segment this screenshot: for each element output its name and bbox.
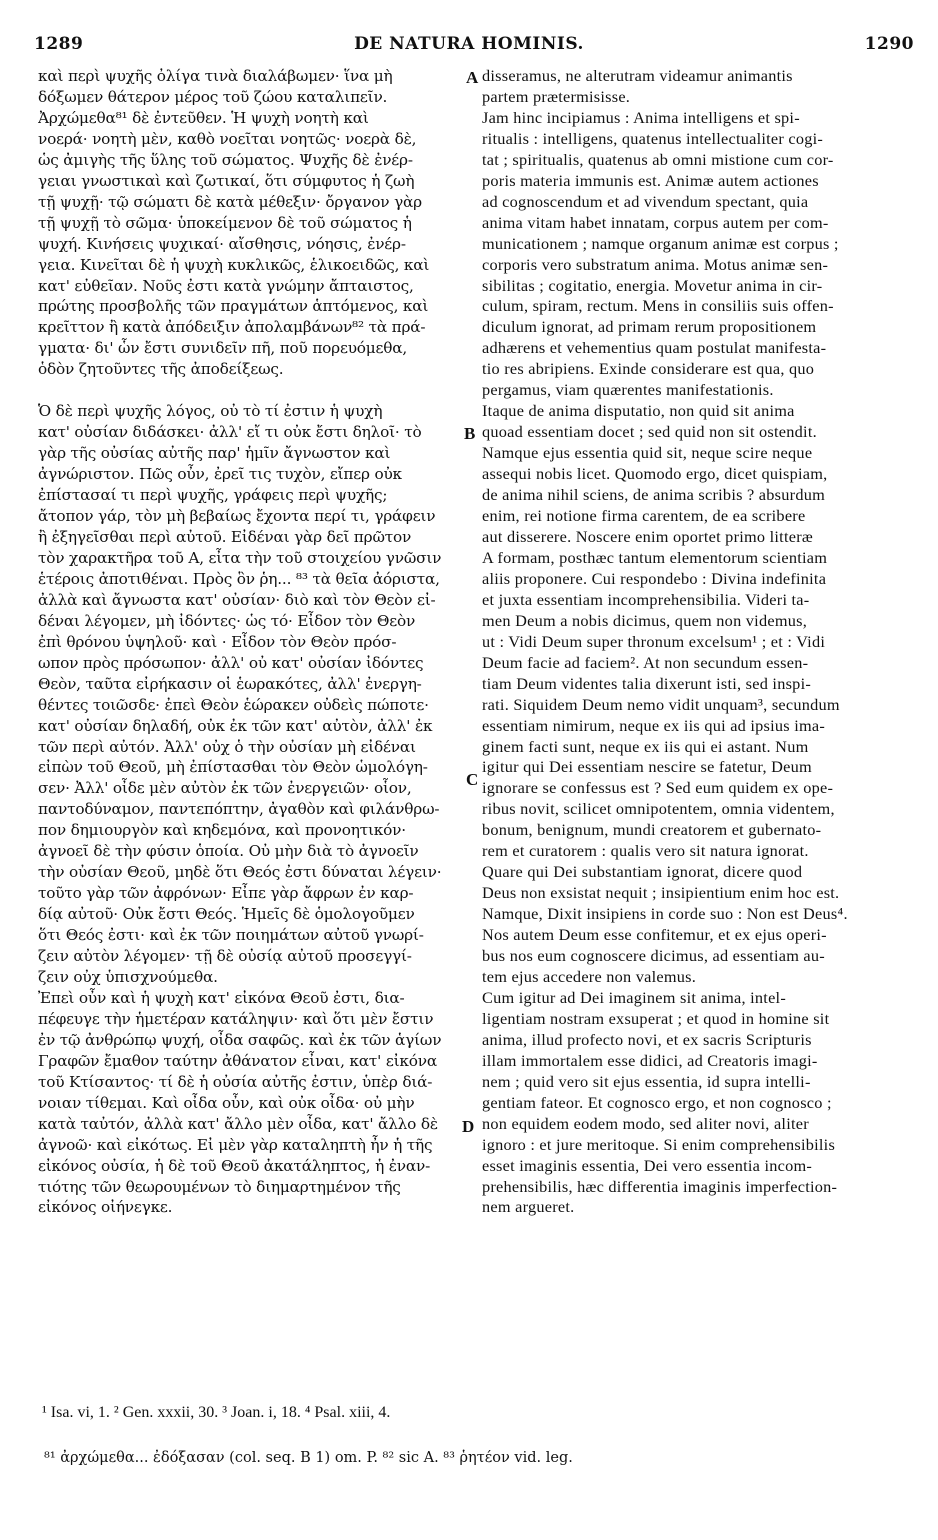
greek-text-line: τῶν περὶ αὐτόν. Ἀλλ' οὐχ ὁ τὴν οὐσίαν μὴ εἰδέναι: [38, 737, 416, 756]
greek-text-line: πρώτης προσβολῆς τῶν πραγμάτων ἁπτόμενος, καὶ: [38, 297, 429, 316]
latin-text-line: rati. Siquidem Deum nemo vidit unquam³, secundum: [482, 694, 840, 714]
greek-text-line: γματα· δι' ὧν ἔστι συνιδεῖν πῆ, ποῦ πορευόμεθα,: [38, 339, 408, 358]
greek-text-line: εἰκόνος οὐσία, ἡ δὲ τοῦ Θεοῦ ἀκατάληπτος, ἡ ἐναν-: [38, 1156, 431, 1175]
latin-text-line: anima, illud profecto novi, et ex sacris Scripturis: [482, 1029, 812, 1049]
latin-text-line: nem argueret.: [482, 1197, 575, 1217]
latin-text-line: adhærens et vehementius quam postulat manifesta-: [482, 338, 827, 358]
greek-text-line: Γραφῶν ἔμαθον ταύτην ἀθάνατον εἶναι, κατ' εἰκόνα: [38, 1051, 437, 1070]
greek-text-line: ψυχή. Κινήσεις ψυχικαί· αἴσθησις, νόησις, ἐνέρ-: [38, 234, 406, 253]
latin-text-line: assequi nobis licet. Quomodo ergo, dicet quispiam,: [482, 464, 828, 484]
latin-text-line: ignorare se confessus est ? Sed eum quidem ex ope-: [482, 778, 834, 798]
latin-text-line: anima vitam habet innatam, corpus autem per com-: [482, 212, 829, 232]
latin-text-line: ignoro : et jure meritoque. Si enim comprehensibilis: [482, 1134, 836, 1154]
greek-text-line: σεν· Ἀλλ' οἶδε μὲν αὐτὸν ἐκ τῶν ἐνεργειῶν· οἷον,: [38, 779, 412, 798]
latin-text-line: rem et curatorem : qualis vero sit natura ignorat.: [482, 841, 809, 861]
running-title: DE NATURA HOMINIS.: [354, 34, 584, 54]
greek-text-line: κατ' οὐσίαν διδάσκει· ἀλλ' εἴ τι οὐκ ἔστι δηλοῖ· τὸ: [38, 423, 422, 442]
latin-text-line: bonum, benignum, mundi creatorem et gubernato-: [482, 820, 822, 840]
greek-text-line: καὶ περὶ ψυχῆς ὀλίγα τινὰ διαλάβωμεν· ἵνα μὴ: [38, 67, 393, 85]
latin-text-line: tio res abripiens. Exinde considerare est qua, quo: [482, 359, 815, 379]
latin-text-line: Deus non exsistat nequit ; insipientium enim hoc est.: [482, 883, 840, 903]
latin-text-line: Namque, Dixit insipiens in corde suo : Non est Deus⁴.: [482, 904, 848, 924]
greek-text-line: ωπον πρὸς πρόσωπον· ἀλλ' οὐ κατ' οὐσίαν ἰδόντες: [38, 653, 424, 672]
latin-text-line: diculum ignorat, ad primam rerum propositionem: [482, 317, 817, 337]
greek-text-line: [38, 380, 463, 401]
greek-text-line: ἀγνοῶ· καὶ εἰκότως. Εἰ μὲν γὰρ καταληπτὴ ἦν ἡ τῆς: [38, 1135, 433, 1154]
latin-text-line: ligentiam nostram exsuperat ; et quod in homine sit: [482, 1008, 830, 1028]
latin-text-line: pergamus, viam quærentes manifestationis.: [482, 380, 774, 400]
latin-text-line: aliis proponere. Cui respondebo : Divina indefinita: [482, 568, 827, 588]
greek-text-line: ὁδὸν ζητοῦντες τῆς ἀποδείξεως.: [38, 360, 284, 379]
latin-text-line: corporis vero substratum anima. Motus animæ sen-: [482, 254, 829, 274]
greek-text-line: γὰρ τῆς οὐσίας αὐτῆς παρ' ἡμῖν ἄγνωστον καὶ: [38, 444, 391, 463]
latin-text-line: disseramus, ne alterutram videamur animantis: [482, 66, 793, 85]
latin-text-line: tiam Deum videntes talia dixerunt isti, sed inspi-: [482, 673, 812, 693]
greek-text-line: δέναι λέγομεν, μὴ ἰδόντες· ὡς τό· Εἶδον τὸν Θεὸν: [38, 611, 416, 630]
greek-text-line: ἀγνοεῖ δὲ τὴν φύσιν ὁποία. Οὐ μὴν διὰ τὸ ἀγνοεῖν: [38, 842, 419, 861]
greek-text-line: πον δημιουργὸν καὶ κηδεμόνα, καὶ προνοητικόν·: [38, 821, 406, 840]
latin-text-line: Itaque de anima disputatio, non quid sit anima: [482, 401, 795, 421]
greek-text-line: ἀλλὰ καὶ ἄγνωστα κατ' οὐσίαν· διὸ καὶ τὸν Θεὸν εἰ-: [38, 590, 436, 609]
margin-letter-c: C: [466, 770, 479, 789]
latin-text-line: tem ejus accedere non valemus.: [482, 966, 697, 986]
latin-text-line: Deum facie ad faciem². At non secundum essen-: [482, 652, 809, 672]
greek-text-line: ἄτοπον γάρ, τὸν μὴ βεβαίως ἔχοντα περί τι, γράφειν: [38, 507, 436, 526]
greek-text-line: παντοδύναμον, παντεπόπτην, ἀγαθὸν καὶ φιλάνθρω-: [38, 800, 440, 819]
latin-text-line: esset imaginis essentia, Dei vero essentia incom-: [482, 1155, 813, 1175]
latin-text-line: municationem ; namque organum animæ est corpus ;: [482, 233, 839, 253]
greek-text-line: Θεὸν, ταῦτα εἰρήκασιν οἱ ἑωρακότες, ἀλλ' ἐνεργη-: [38, 674, 422, 693]
greek-text-line: εἰκόνος οἰήνεγκε.: [38, 1198, 173, 1217]
latin-text-line: ginem facti sunt, neque ex iis qui ei astant. Num: [482, 736, 809, 756]
greek-text-line: Ἀρχώμεθα⁸¹ δὲ ἐντεῦθεν. Ἡ ψυχὴ νοητὴ καὶ: [38, 108, 369, 127]
greek-text-line: νοερά· νοητὴ μὲν, καθὸ νοεῖται νοητῶς· νοερὰ δὲ,: [38, 129, 417, 148]
greek-text-line: ἐπὶ θρόνου ὑψηλοῦ· καὶ · Εἶδον τὸν Θεὸν πρόσ-: [38, 632, 397, 651]
latin-text-line: tat ; spiritualis, quatenus ab omni mistione cum cor-: [482, 149, 834, 169]
greek-text-line: τὸν χαρακτῆρα τοῦ Α, εἶτα τὴν τοῦ στοιχείου γνῶσιν: [38, 548, 442, 567]
latin-text-line: gentiam fateor. Et cognosco ergo, et non cognosco ;: [482, 1092, 832, 1112]
margin-letter-b: B: [464, 424, 476, 443]
scripture-footnotes: ¹ Isa. vi, 1. ² Gen. xxxii, 30. ³ Joan. i, 18. ⁴ Psal. xiii, 4.: [42, 1404, 391, 1421]
latin-text-line: ritualis : intelligens, quatenus intellectualiter cogi-: [482, 128, 824, 148]
greek-text-line: πέφευγε τὴν ἡμετέραν κατάληψιν· καὶ ὅτι μὲν ἔστιν: [38, 1009, 434, 1028]
greek-text-line: θέντες τοιῶσδε· ἐπεὶ Θεὸν ἑώρακεν οὐδεὶς πώποτε·: [38, 695, 429, 714]
greek-text-line: κατ' εὐθεῖαν. Νοῦς ἐστι κατὰ γνώμην ἄπταιστος,: [38, 276, 414, 295]
greek-text-line: τοῦ Κτίσαντος· τί δὲ ἡ οὐσία αὐτῆς ἐστιν, ὑπὲρ διά-: [38, 1072, 433, 1091]
latin-text-line: de anima nihil sciens, de anima scribis ? absurdum: [482, 485, 826, 505]
latin-text-line: poris materia immunis est. Animæ autem actiones: [482, 170, 819, 190]
greek-text-line: τὴν οὐσίαν Θεοῦ, μηδὲ ὅτι Θεός ἐστι δύναται λέγειν·: [38, 863, 442, 882]
greek-text-line: ἐπίστασαί τι περὶ ψυχῆς, γράφεις περὶ ψυχῆς;: [38, 486, 388, 505]
greek-text-line: ἑτέροις ἀποτιθέναι. Πρὸς ὃν ῥη... ⁸³ τὰ θεῖα ἀόριστα,: [38, 569, 440, 588]
greek-column: [38, 66, 463, 1218]
latin-text-line: Nos autem Deum esse confitemur, et ex ejus operi-: [482, 925, 827, 945]
greek-text-line: Ὁ δὲ περὶ ψυχῆς λόγος, οὐ τὸ τί ἐστιν ἡ ψυχὴ: [38, 402, 383, 421]
latin-text-line: culum, spiram, rectum. Mens in consiliis suis offen-: [482, 296, 834, 316]
latin-text-line: bus nos eum cognoscere dicimus, ad essentiam au-: [482, 946, 825, 966]
greek-text-line: ζειν οὐχ ὑπισχνούμεθα.: [38, 967, 218, 986]
greek-text-line: τῇ ψυχῇ τὸ σῶμα· ὑποκείμενον δὲ τοῦ σώματος ἡ: [38, 213, 412, 232]
greek-text-line: κρεῖττον ἢ κατὰ ἀπόδειξιν ἀπολαμβάνων⁸² τὰ πρά-: [38, 318, 426, 337]
latin-text-line: essentiam nimirum, neque ex iis qui ad ipsius ima-: [482, 715, 826, 735]
latin-text-line: Quare qui Dei substantiam ignorat, dicere quod: [482, 862, 803, 882]
greek-text-line: κατὰ ταὐτόν, ἀλλὰ κατ' ἄλλο μὲν οἶδα, κατ' ἄλλο δὲ: [38, 1114, 438, 1133]
critical-footnotes: ⁸¹ ἀρχώμεθα... ἐδόξασαν (col. seq. B 1) om. P. ⁸² sic A. ⁸³ ῥητέον vid. leg.: [44, 1450, 573, 1466]
page-number-left: 1289: [34, 34, 84, 54]
latin-column: [482, 66, 924, 1218]
greek-text-line: τοῦτο γὰρ τῶν ἀφρόνων· Εἶπε γὰρ ἄφρων ἐν καρ-: [38, 884, 414, 903]
greek-text-line: εἰπὼν τοῦ Θεοῦ, μὴ ἐπίστασθαι τὸν Θεὸν ὡμολόγη-: [38, 758, 428, 777]
latin-text-line: sibilitas ; cogitatio, energia. Movetur anima in cir-: [482, 275, 823, 295]
latin-text-line: prehensibilis, hæc differentia imaginis imperfection-: [482, 1176, 838, 1196]
latin-text-line: A formam, posthæc tantum elementorum scientiam: [482, 547, 828, 567]
latin-text-line: partem prætermisisse.: [482, 86, 631, 106]
margin-letter-d: D: [462, 1117, 475, 1136]
greek-text-line: τῇ ψυχῇ· τῷ σώματι δὲ κατὰ μέθεξιν· ὄργανον γὰρ: [38, 192, 422, 211]
greek-text-line: γεια. Κινεῖται δὲ ἡ ψυχὴ κυκλικῶς, ἑλικοειδῶς, καὶ: [38, 255, 430, 274]
greek-text-line: Ἐπεὶ οὖν καὶ ἡ ψυχὴ κατ' εἰκόνα Θεοῦ ἐστι, δια-: [38, 988, 405, 1007]
greek-text-line: δόξωμεν θάτερον μέρος τοῦ ζώου καταλιπεῖν.: [38, 87, 388, 106]
latin-text-line: Jam hinc incipiamus : Anima intelligens et spi-: [482, 107, 800, 127]
greek-text-line: δίᾳ αὐτοῦ· Οὐκ ἔστι Θεός. Ἡμεῖς δὲ ὁμολογοῦμεν: [38, 905, 415, 924]
greek-text-line: τιότης τῶν θεωρουμένων τὸ διημαρτημένον τῆς: [38, 1177, 401, 1196]
greek-text-line: νοιαν τίθεμαι. Καὶ οἶδα οὖν, καὶ οὐκ οἶδα· οὐ μὴν: [38, 1093, 415, 1112]
greek-text-line: ζειν αὐτὸν λέγομεν· τῇ δὲ οὐσίᾳ αὐτοῦ προσεγγί-: [38, 947, 412, 966]
greek-text-line: ἢ ἐξηγεῖσθαι περὶ αὐτοῦ. Εἰδέναι γὰρ δεῖ πρῶτον: [38, 527, 412, 546]
latin-text-line: ad cognoscendum et ad vivendum spectant, quia: [482, 191, 809, 211]
latin-text-line: ut : Vidi Deum super thronum excelsum¹ ; et : Vidi: [482, 631, 826, 651]
greek-text-line: ἐν τῷ ἀνθρώπῳ ψυχή, οἶδα σαφῶς. καὶ ἐκ τῶν ἁγίων: [38, 1030, 442, 1049]
latin-text-line: non equidem eodem modo, sed aliter novi, aliter: [482, 1113, 809, 1133]
latin-text-line: quoad essentiam docet ; sed quid non sit ostendit.: [482, 422, 817, 442]
latin-text-line: nem ; quid vero sit ejus essentia, id supra intelli-: [482, 1071, 811, 1091]
latin-text-line: Cum igitur ad Dei imaginem sit anima, intel-: [482, 987, 787, 1007]
latin-text-line: aut disserere. Noscere enim oportet primo litteræ: [482, 526, 813, 546]
greek-text-line: ἀγνώριστον. Πῶς οὖν, ἐρεῖ τις τυχὸν, εἴπερ οὐκ: [38, 465, 402, 484]
greek-text-line: κατ' οὐσίαν δηλαδή, οὐκ ἐκ τῶν κατ' αὐτὸν, ἀλλ' ἐκ: [38, 716, 433, 735]
margin-letter-a: A: [466, 68, 479, 87]
greek-text-line: ὅτι Θεός ἐστι· καὶ ἐκ τῶν ποιημάτων αὐτοῦ γνωρί-: [38, 926, 424, 945]
page-number-right: 1290: [864, 34, 914, 54]
latin-text-line: illam immortalem esse didici, ad Creatoris imagi-: [482, 1050, 818, 1070]
greek-text-line: γειαι γνωστικαὶ καὶ ζωτικαί, ὅτι σύμφυτος ἡ ζωὴ: [38, 171, 415, 190]
latin-text-line: igitur qui Dei essentiam nescire se fatetur, Deum: [482, 757, 812, 777]
latin-text-line: Namque ejus essentia quid sit, neque scire neque: [482, 443, 813, 463]
latin-text-line: enim, rei notione firma carentem, de ea scribere: [482, 506, 806, 526]
latin-text-line: et juxta essentiam incomprehensibilia. Videri ta-: [482, 589, 810, 609]
latin-text-line: men Deum a nobis dicimus, quem non videmus,: [482, 610, 808, 630]
greek-text-line: ὡς ἀμιγὴς τῆς ὕλης τοῦ σώματος. Ψυχῆς δὲ ἐνέρ-: [38, 150, 413, 169]
latin-text-line: ribus novit, scilicet omnipotentem, omnia videntem,: [482, 799, 835, 819]
